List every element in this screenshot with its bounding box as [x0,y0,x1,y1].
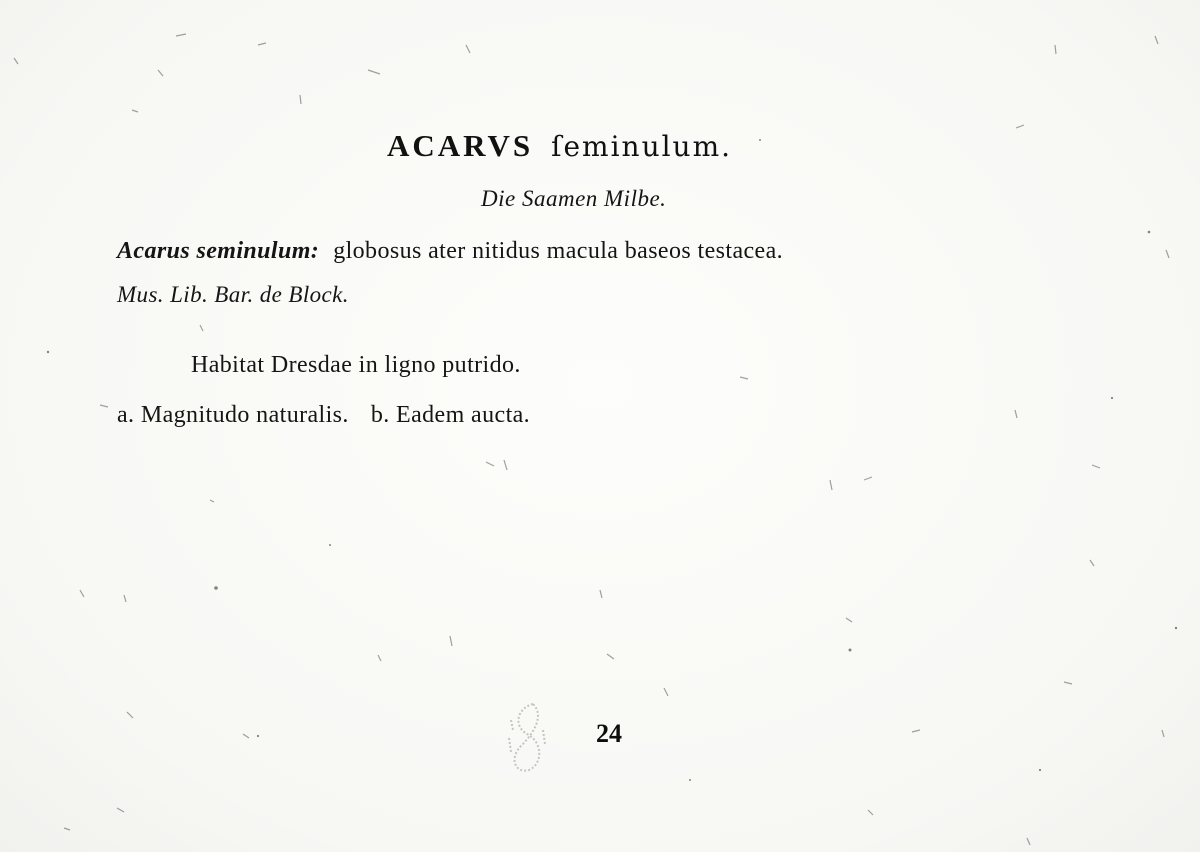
page-title [387,128,732,164]
synonym-line [117,238,783,265]
title-species: ſeminulum. [551,130,733,163]
figure-caption-b: b. Eadem aucta. [370,402,531,428]
figure-caption-a: a. Magnitudo naturalis. [117,402,349,428]
synonym-description: globosus ater nitidus macula baseos testacea. [333,238,784,264]
synonym-name: Acarus seminulum: [117,238,320,264]
habitat-text: Habitat Dresdae in ligno putrido. [191,352,521,378]
figure-captions [117,402,530,429]
page-number: 24 [596,719,622,748]
common-name-subtitle: Die Saamen Milbe. [481,186,667,211]
faded-ink-stamp [503,700,553,776]
title-genus: ACARVS [387,128,534,163]
source-reference: Mus. Lib. Bar. de Block. [117,282,349,307]
